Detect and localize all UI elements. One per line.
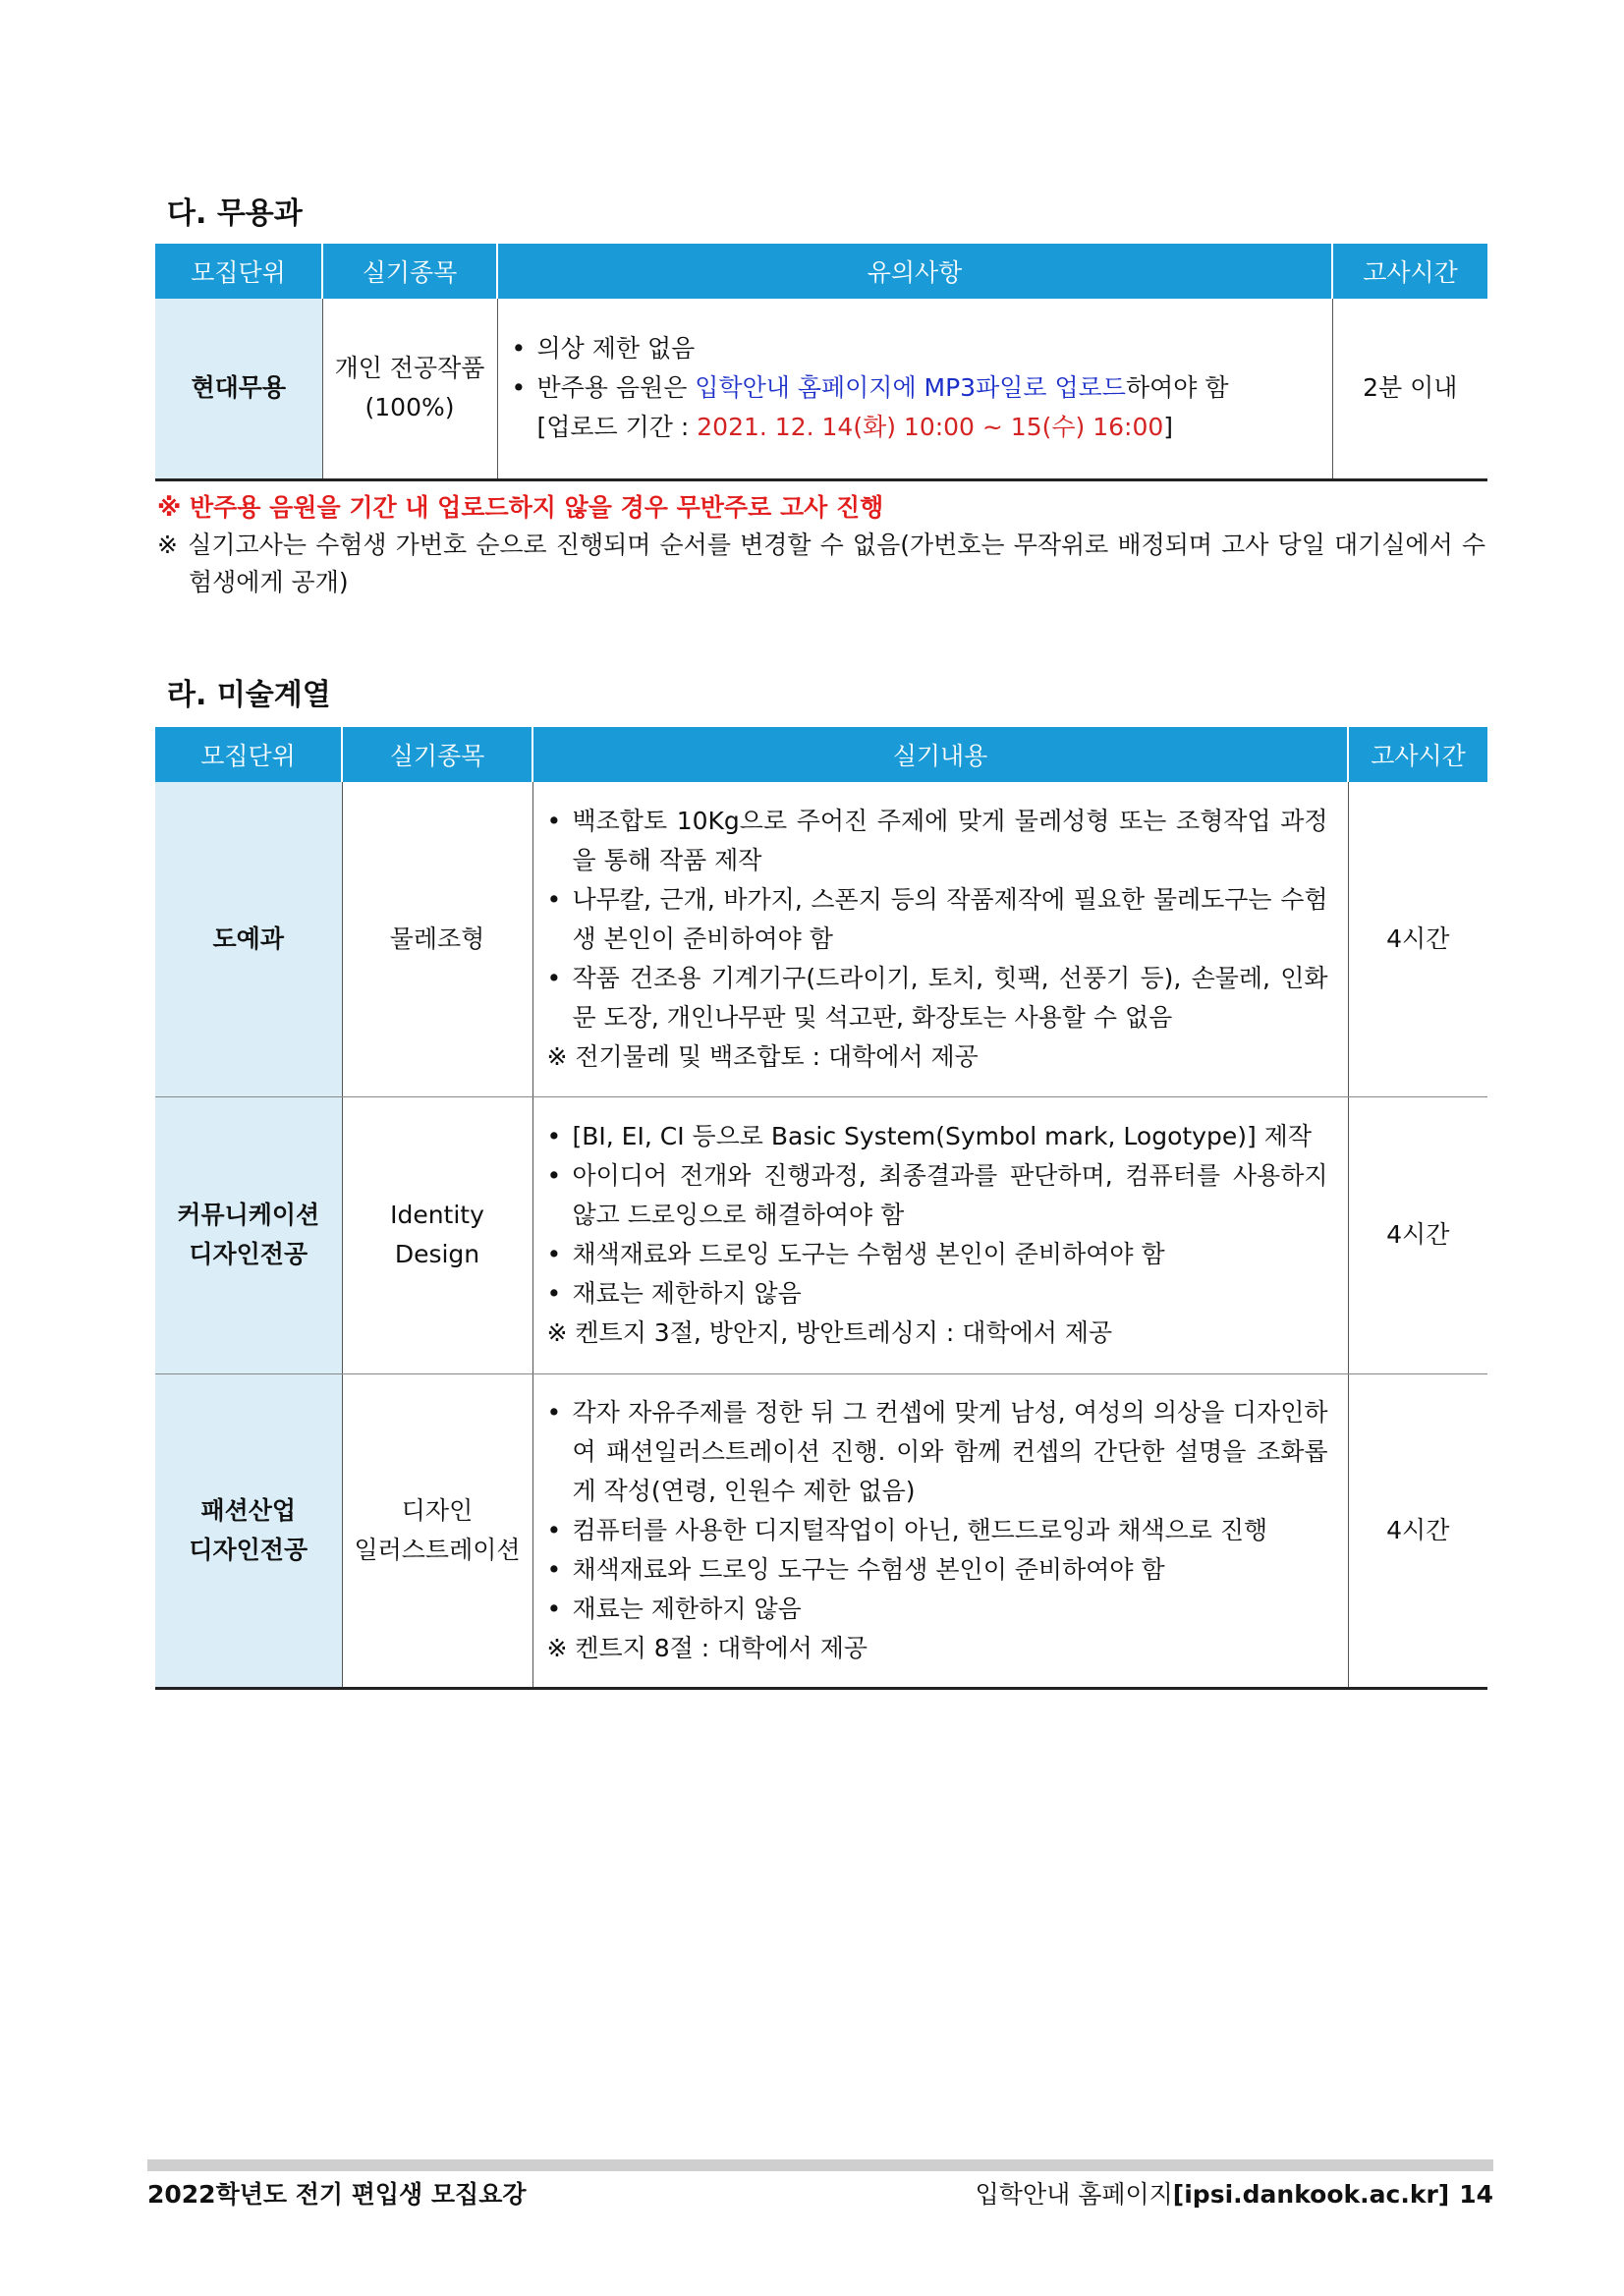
- content-cell: [532, 1096, 1348, 1373]
- item-cell: 물레조형: [342, 782, 532, 1096]
- bullet-icon: •: [546, 1515, 562, 1544]
- item-cell: Identity Design: [342, 1096, 532, 1373]
- list-item: • 백조합토 10Kg으로 주어진 주제에 맞게 물레성형 또는 조형작업 과정을 통해 작품 제작: [547, 802, 1328, 880]
- bullet-icon: •: [546, 1554, 562, 1584]
- item-line: (100%): [364, 393, 455, 422]
- dance-table-header: [155, 244, 1487, 299]
- bullet-icon: •: [511, 373, 527, 403]
- table-row: [155, 299, 1487, 479]
- provided-note: ※ 전기물레 및 백조합토 : 대학에서 제공: [546, 1041, 979, 1071]
- bullet-icon: •: [546, 963, 562, 992]
- time-cell: 4시간: [1348, 1373, 1487, 1688]
- bullet-icon: •: [546, 1161, 562, 1190]
- footer-title: 2022학년도 전기 편입생 모집요강: [147, 2180, 527, 2209]
- list-item: • 재료는 제한하지 않음: [547, 1274, 1328, 1314]
- content-cell: [532, 782, 1348, 1096]
- provided-note: ※ 켄트지 8절 : 대학에서 제공: [546, 1633, 868, 1662]
- header-time: 고사시간: [1348, 727, 1487, 782]
- list-item: • 작품 건조용 기계기구(드라이기, 토치, 힛팩, 선풍기 등), 손물레, 인화문 도장, 개인나무판 및 석고판, 화장토는 사용할 수 없음: [547, 959, 1328, 1037]
- upload-dates: 2021. 12. 14(화) 10:00 ~ 15(수) 16:00: [697, 413, 1164, 442]
- list-item: • 채색재료와 드로잉 도구는 수험생 본인이 준비하여야 함: [547, 1235, 1328, 1274]
- upload-period: [업로드 기간 : 2021. 12. 14(화) 10:00 ~ 15(수) 16:00]: [536, 413, 1174, 442]
- list-item: • 컴퓨터를 사용한 디지털작업이 아닌, 핸드드로잉과 채색으로 진행: [547, 1511, 1328, 1550]
- list-item: • 재료는 제한하지 않음: [547, 1590, 1328, 1629]
- list-item: • 채색재료와 드로잉 도구는 수험생 본인이 준비하여야 함: [547, 1550, 1328, 1590]
- list-item: • 의상 제한 없음: [512, 329, 1313, 368]
- footer-site-url: [ipsi.dankook.ac.kr]: [1172, 2180, 1450, 2209]
- list-item: • 나무칼, 근개, 바가지, 스폰지 등의 작품제작에 필요한 물레도구는 수험생 본인이 준비하여야 함: [547, 880, 1328, 959]
- time-cell: 2분 이내: [1332, 299, 1487, 479]
- footer-homepage: 입학안내 홈페이지[ipsi.dankook.ac.kr] 14: [975, 2180, 1493, 2209]
- provided-note: ※ 켄트지 3절, 방안지, 방안트레싱지 : 대학에서 제공: [546, 1318, 1113, 1347]
- item-cell: [322, 299, 497, 479]
- bullet-icon: •: [546, 806, 562, 835]
- list-item: • 각자 자유주제를 정한 뒤 그 컨셉에 맞게 남성, 여성의 의상을 디자인하여 패션일러스트레이션 진행. 이와 함께 컨셉의 간단한 설명을 조화롭게 작성(연령, 인원수 제한 없음): [547, 1393, 1328, 1511]
- dance-table: [155, 244, 1487, 481]
- warning-note: ※ 반주용 음원을 기간 내 업로드하지 않을 경우 무반주로 고사 진행: [157, 493, 884, 522]
- unit-cell: 커뮤니케이션 디자인전공: [155, 1096, 342, 1373]
- notes-cell: [497, 299, 1332, 479]
- section-title-dance: 다. 무용과: [167, 196, 303, 231]
- content-cell: [532, 1373, 1348, 1688]
- list-item: • 반주용 음원은 입학안내 홈페이지에 MP3파일로 업로드하여야 함: [512, 368, 1313, 408]
- section-title-art: 라. 미술계열: [167, 678, 331, 712]
- homepage-upload-text: 입학안내 홈페이지에 MP3파일로 업로드: [695, 373, 1126, 403]
- list-item: • [BI, EI, CI 등으로 Basic System(Symbol mark, Logotype)] 제작: [547, 1117, 1328, 1156]
- item-line: 개인 전공작품: [334, 354, 485, 383]
- bullet-icon: •: [546, 1397, 562, 1427]
- order-note: ※ 실기고사는 수험생 가번호 순으로 진행되며 순서를 변경할 수 없음(가번호는 무작위로 배정되며 고사 당일 대기실에서 수험생에게 공개): [157, 531, 1485, 596]
- art-table-header: [155, 727, 1487, 782]
- unit-cell: 패션산업 디자인전공: [155, 1373, 342, 1688]
- time-cell: 4시간: [1348, 782, 1487, 1096]
- dance-notes: [157, 489, 1485, 601]
- item-cell: 디자인 일러스트레이션: [342, 1373, 532, 1688]
- time-cell: 4시간: [1348, 1096, 1487, 1373]
- header-unit: 모집단위: [155, 244, 322, 299]
- header-item: 실기종목: [322, 244, 497, 299]
- footer-divider: [147, 2159, 1493, 2171]
- bullet-icon: •: [546, 1240, 562, 1268]
- table-row: [155, 1373, 1487, 1688]
- table-row: [155, 1096, 1487, 1373]
- art-table: [155, 727, 1487, 1690]
- unit-cell: 도예과: [155, 782, 342, 1096]
- bullet-icon: •: [546, 1594, 562, 1623]
- bullet-icon: •: [511, 334, 527, 364]
- header-notes: 유의사항: [497, 244, 1332, 299]
- bullet-icon: •: [546, 1279, 562, 1308]
- header-content: 실기내용: [532, 727, 1348, 782]
- list-item: • 아이디어 전개와 진행과정, 최종결과를 판단하며, 컴퓨터를 사용하지 않고 드로잉으로 해결하여야 함: [547, 1156, 1328, 1235]
- header-unit: 모집단위: [155, 727, 342, 782]
- bullet-icon: •: [546, 1122, 562, 1150]
- unit-cell: 현대무용: [155, 299, 322, 479]
- table-row: [155, 782, 1487, 1096]
- page-number: 14: [1459, 2180, 1493, 2209]
- header-item: 실기종목: [342, 727, 532, 782]
- header-time: 고사시간: [1332, 244, 1487, 299]
- bullet-icon: •: [546, 884, 562, 914]
